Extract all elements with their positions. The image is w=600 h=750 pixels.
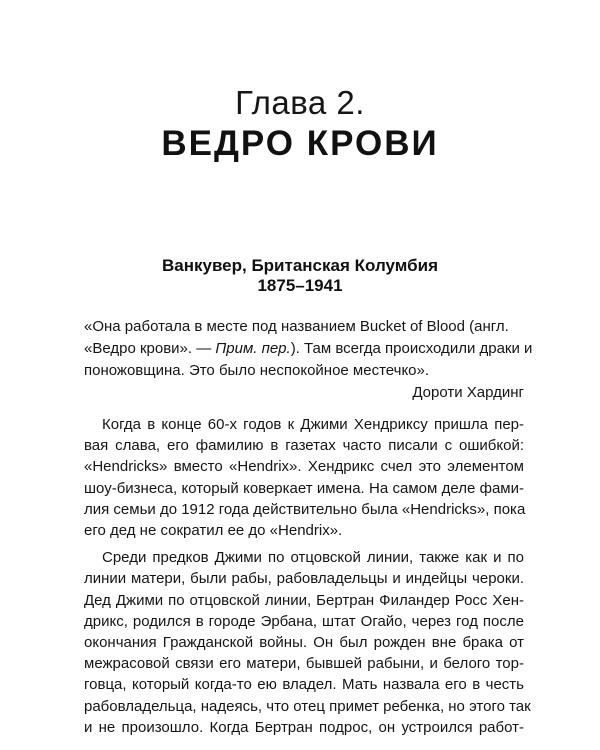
paragraph <box>84 547 531 738</box>
paragraph <box>84 414 524 541</box>
section-location: Ванкувер, Британская Колумбия <box>161 256 438 275</box>
text-line: Дед Джими по отцовской линии, Бертран Филандер Росс Хен- <box>84 591 524 609</box>
text-line: вая слава, его фамилию в газетах часто писали с ошибкой: <box>84 437 524 455</box>
epigraph-line <box>84 338 533 360</box>
body-text <box>84 414 531 738</box>
chapter-title: ВЕДРО КРОВИ <box>161 124 439 163</box>
epigraph <box>84 316 533 404</box>
text-line: и не произошло. Когда Бертран подрос, он устроился работ- <box>84 718 524 736</box>
epigraph-line: поножовщина. Это было неспокойное местечко». <box>84 362 430 379</box>
text-line: межрасовой связи его матери, бывшей рабыни, и белого тор- <box>84 655 524 673</box>
text-line: Когда в конце 60-х годов к Джими Хендриксу пришла пер- <box>102 416 524 433</box>
text-line: дрикс, родился в городе Эрбана, штат Огайо, через год после <box>84 612 524 630</box>
epigraph-line-part: ). Там всегда происходили драки и <box>290 340 533 357</box>
text-line: рабовладельца, надеясь, что отец примет ребенка, но этого так <box>84 697 531 715</box>
epigraph-line: «Она работала в месте под названием Bucket of Blood (англ. <box>84 318 509 335</box>
epigraph-note: Прим. пер. <box>215 340 291 357</box>
chapter-label: Глава 2. <box>235 84 365 121</box>
text-line: «Hendricks» вместо «Hendrix». Хендрикс счел это элементом <box>84 458 524 476</box>
text-line: его дед не сократил ее до «Hendrix». <box>84 522 343 540</box>
text-line: говца, который когда-то ею владел. Мать назвала его в честь <box>84 676 524 694</box>
text-line: шоу-бизнеса, который коверкает имена. На самом деле фами- <box>84 479 524 497</box>
text-line: окончания Гражданской войны. Он был рожден вне брака от <box>84 634 524 652</box>
text-line: линии матери, были рабы, рабовладельцы и индейцы чероки. <box>84 570 524 588</box>
epigraph-line-part: «Ведро крови». — <box>84 340 216 357</box>
text-line: лия семьи до 1912 года действительно была «Hendricks», пока <box>84 500 526 518</box>
text-line: Среди предков Джими по отцовской линии, также как и по <box>102 549 524 567</box>
epigraph-author: Дороти Хардинг <box>412 384 524 401</box>
section-years: 1875–1941 <box>257 276 343 295</box>
